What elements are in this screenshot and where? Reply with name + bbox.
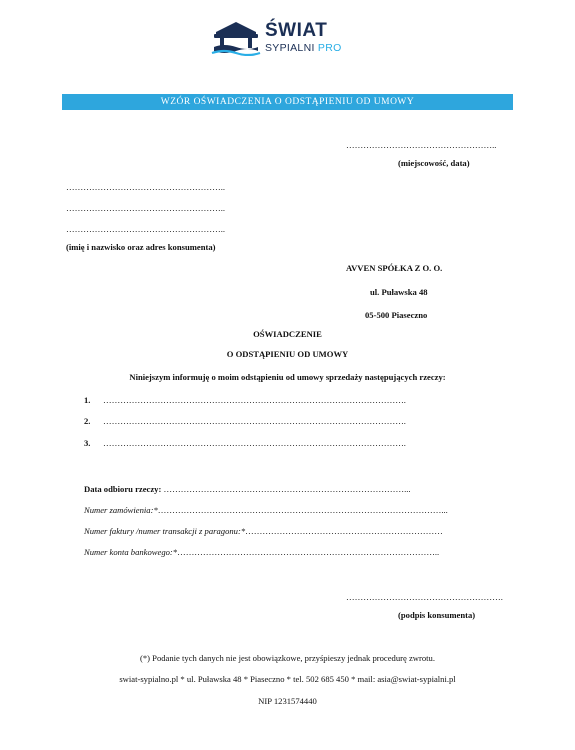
place-date-field: …………………………………………….. xyxy=(346,140,497,150)
bank-account-field: Numer konta bankowego:*……………………………………………………………………………….. xyxy=(84,547,440,557)
bed-logo-icon xyxy=(210,20,262,56)
item-dots-1: ……………………………………………………………………………………………. xyxy=(103,395,406,405)
item-number-1: 1. xyxy=(84,395,91,405)
consumer-line-2: ……………………………………………….. xyxy=(66,203,225,213)
item-number-3: 3. xyxy=(84,438,91,448)
item-dots-2: ……………………………………………………………………………………………. xyxy=(103,416,406,426)
item-dots-3: ……………………………………………………………………………………………. xyxy=(103,438,406,448)
statement-intro: Niniejszym informuję o moim odstąpieniu od umowy sprzedaży następujących rzeczy: xyxy=(129,372,446,382)
place-date-label: (miejscowość, data) xyxy=(398,158,470,168)
brand-logo xyxy=(210,18,370,60)
consumer-line-3: ……………………………………………….. xyxy=(66,224,225,234)
brand-subtitle: SYPIALNI PRO xyxy=(265,42,342,54)
signature-field: ………………………………………………. xyxy=(346,592,503,602)
footer-nip: NIP 1231574440 xyxy=(258,696,317,706)
brand-name: ŚWIAT xyxy=(265,20,328,41)
form-title-banner: WZÓR OŚWIADCZENIA O ODSTĄPIENIU OD UMOWY xyxy=(62,94,513,110)
order-number-field: Numer zamówienia:*………………………………………………………………………………………... xyxy=(84,505,448,515)
statement-title: OŚWIADCZENIE xyxy=(253,329,322,339)
footer-note: (*) Podanie tych danych nie jest obowiązkowe, przyśpieszy jednak procedurę zwrotu. xyxy=(140,653,435,663)
company-city: 05-500 Piaseczno xyxy=(365,310,428,320)
item-number-2: 2. xyxy=(84,416,91,426)
consumer-line-1: ……………………………………………….. xyxy=(66,182,225,192)
footer-contact: swiat-sypialno.pl * ul. Puławska 48 * Piaseczno * tel. 502 685 450 * mail: asia@swiat-sypialni.pl xyxy=(119,674,456,684)
company-street: ul. Puławska 48 xyxy=(370,287,428,297)
invoice-number-field: Numer faktury /numer transakcji z paragonu:*…………………………………………………………… xyxy=(84,526,443,536)
receipt-date-field: Data odbioru rzeczy: …………………………………………………………………………... xyxy=(84,484,411,494)
signature-label: (podpis konsumenta) xyxy=(398,610,476,620)
consumer-label: (imię i nazwisko oraz adres konsumenta) xyxy=(66,242,216,252)
statement-subtitle: O ODSTĄPIENIU OD UMOWY xyxy=(226,349,349,359)
company-name: AVVEN SPÓŁKA Z O. O. xyxy=(346,263,443,273)
